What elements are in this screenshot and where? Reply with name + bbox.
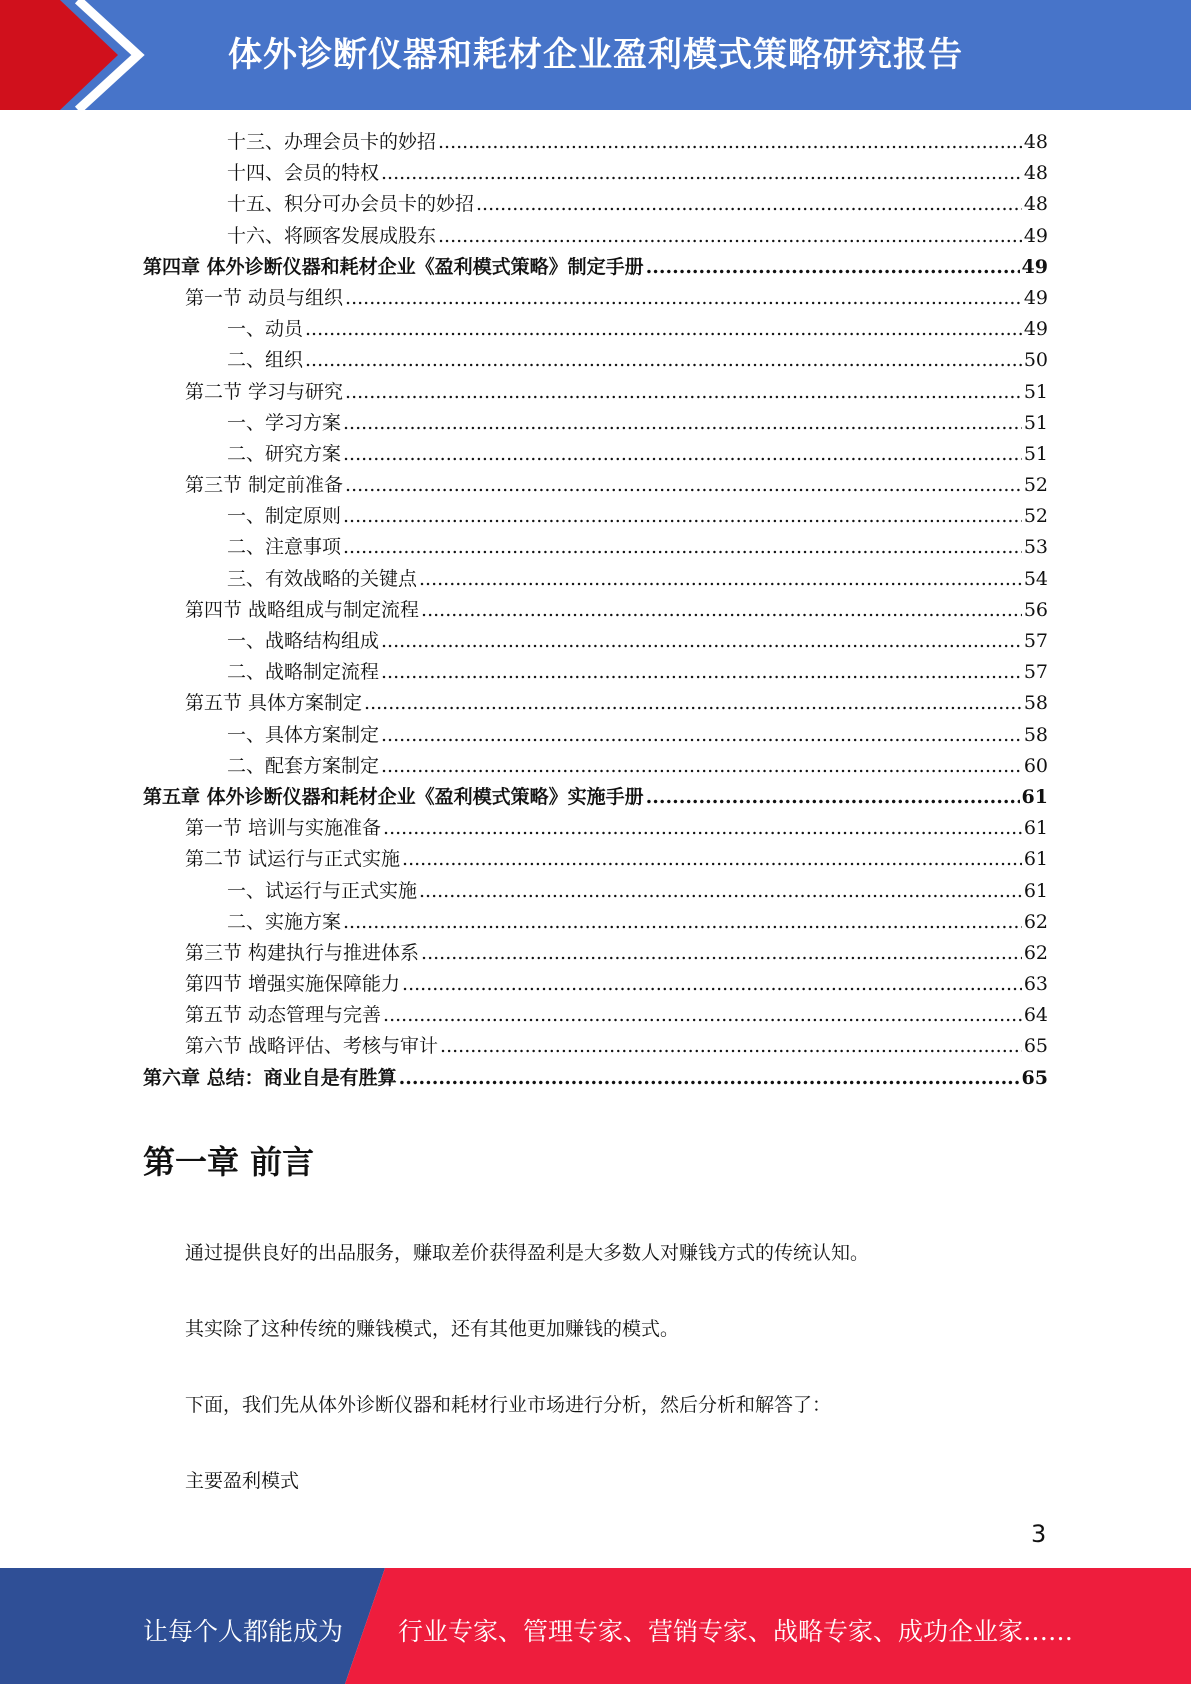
toc-entry-title: 十四、会员的特权 [227, 162, 380, 185]
toc-page-number: 56 [1023, 598, 1048, 621]
toc-page-number: 57 [1023, 630, 1048, 652]
toc-entry[interactable] [143, 907, 1048, 938]
toc-entry-title: 一、学习方案 [227, 411, 342, 434]
toc-entry[interactable] [143, 252, 1048, 283]
toc-page-number: 65 [1023, 1035, 1048, 1058]
toc-leader-dots [381, 751, 1022, 782]
toc-entry-title: 第四节 增强实施保障能力 [185, 973, 401, 996]
toc-leader-dots [419, 876, 1022, 907]
toc-leader-dots [345, 377, 1022, 408]
toc-leader-dots [305, 314, 1022, 345]
footer-slogan: 让每个人都能成为 [143, 1617, 344, 1646]
toc-page-number: 58 [1023, 723, 1048, 746]
toc-leader-dots [345, 283, 1022, 314]
toc-page-number: 49 [1023, 224, 1048, 247]
toc-entry-title: 第三节 制定前准备 [185, 474, 344, 497]
toc-entry[interactable] [143, 532, 1048, 563]
toc-entry[interactable] [143, 720, 1048, 751]
toc-entry-title: 一、试运行与正式实施 [227, 879, 418, 902]
toc-leader-dots [646, 252, 1020, 283]
toc-page-number: 49 [1023, 318, 1048, 341]
toc-entry[interactable] [143, 782, 1048, 813]
toc-leader-dots [381, 720, 1022, 751]
toc-page-number: 61 [1021, 785, 1048, 808]
toc-entry[interactable] [143, 1063, 1048, 1094]
toc-entry[interactable] [143, 751, 1048, 782]
toc-entry[interactable] [143, 626, 1048, 657]
toc-entry-title: 十五、积分可办会员卡的妙招 [227, 193, 475, 216]
toc-entry[interactable] [143, 876, 1048, 907]
toc-entry[interactable] [143, 189, 1048, 220]
toc-leader-dots [419, 564, 1022, 595]
toc-entry-title: 二、组织 [227, 349, 304, 372]
toc-entry[interactable] [143, 969, 1048, 1000]
toc-entry-title: 二、实施方案 [227, 910, 342, 933]
toc-page-number: 63 [1023, 973, 1048, 996]
toc-leader-dots [399, 1063, 1020, 1094]
toc-page-number: 62 [1023, 941, 1048, 964]
toc-leader-dots [364, 688, 1022, 719]
toc-page-number: 50 [1023, 349, 1048, 372]
toc-page-number: 54 [1023, 567, 1048, 590]
toc-entry-title: 一、动员 [227, 318, 304, 341]
toc-entry-title: 一、具体方案制定 [227, 723, 380, 746]
toc-leader-dots [343, 501, 1022, 532]
toc-page-number: 60 [1023, 754, 1048, 777]
toc-entry-title: 二、研究方案 [227, 442, 342, 465]
toc-leader-dots [438, 127, 1022, 158]
toc-entry[interactable] [143, 283, 1048, 314]
toc-entry[interactable] [143, 377, 1048, 408]
toc-page-number: 51 [1023, 411, 1048, 434]
toc-page-number: 64 [1023, 1004, 1048, 1027]
toc-entry-title: 第五节 动态管理与完善 [185, 1004, 382, 1027]
toc-entry-title: 第四章 体外诊断仪器和耗材企业《盈利模式策略》制定手册 [143, 255, 644, 278]
paragraph: 主要盈利模式 [185, 1470, 300, 1492]
toc-page-number: 62 [1023, 910, 1048, 933]
page-header [0, 0, 1191, 110]
toc-leader-dots [383, 1000, 1022, 1031]
toc-leader-dots [438, 221, 1022, 252]
toc-entry-title: 第一节 动员与组织 [185, 286, 344, 309]
toc-entry[interactable] [143, 408, 1048, 439]
page-footer [0, 1568, 1191, 1684]
toc-leader-dots [383, 813, 1022, 844]
toc-entry-title: 一、战略结构组成 [227, 630, 380, 652]
toc-entry[interactable] [143, 813, 1048, 844]
toc-entry[interactable] [143, 127, 1048, 158]
footer-tagline: 行业专家、管理专家、营销专家、战略专家、成功企业家…… [398, 1617, 1074, 1646]
toc-entry[interactable] [143, 501, 1048, 532]
toc-leader-dots [343, 532, 1022, 563]
toc-entry-title: 第五章 体外诊断仪器和耗材企业《盈利模式策略》实施手册 [143, 785, 644, 808]
toc-leader-dots [381, 626, 1022, 657]
toc-page-number: 48 [1023, 131, 1048, 153]
toc-leader-dots [402, 844, 1022, 875]
report-title: 体外诊断仪器和耗材企业盈利模式策略研究报告 [228, 35, 963, 75]
toc-page-number: 49 [1023, 286, 1048, 309]
toc-entry-title: 二、注意事项 [227, 536, 342, 559]
toc-entry[interactable] [143, 470, 1048, 501]
toc-entry[interactable] [143, 314, 1048, 345]
page-number: 3 [1031, 1520, 1047, 1548]
toc-entry-title: 第六节 战略评估、考核与审计 [185, 1035, 439, 1058]
toc-entry[interactable] [143, 221, 1048, 252]
toc-entry[interactable] [143, 1031, 1048, 1062]
toc-leader-dots [343, 439, 1022, 470]
toc-leader-dots [381, 657, 1022, 688]
paragraph: 下面，我们先从体外诊断仪器和耗材行业市场进行分析，然后分析和解答了： [185, 1394, 832, 1416]
toc-entry-title: 第三节 构建执行与推进体系 [185, 941, 420, 964]
toc-entry[interactable] [143, 688, 1048, 719]
toc-entry-title: 二、配套方案制定 [227, 754, 380, 777]
toc-entry[interactable] [143, 595, 1048, 626]
table-of-contents [143, 127, 1048, 1094]
toc-page-number: 65 [1021, 1066, 1048, 1089]
toc-page-number: 48 [1023, 193, 1048, 216]
toc-leader-dots [343, 907, 1022, 938]
toc-page-number: 61 [1023, 848, 1048, 871]
toc-leader-dots [421, 595, 1022, 626]
toc-leader-dots [381, 158, 1022, 189]
toc-leader-dots [646, 782, 1020, 813]
toc-entry-title: 三、有效战略的关键点 [227, 567, 418, 590]
toc-entry-title: 二、战略制定流程 [227, 661, 380, 684]
toc-entry-title: 第五节 具体方案制定 [185, 692, 363, 715]
toc-page-number: 52 [1023, 505, 1048, 528]
toc-entry[interactable] [143, 564, 1048, 595]
toc-entry[interactable] [143, 938, 1048, 969]
toc-leader-dots [345, 470, 1022, 501]
toc-entry[interactable] [143, 844, 1048, 875]
toc-entry-title: 第一节 培训与实施准备 [185, 817, 382, 840]
toc-page-number: 61 [1023, 817, 1048, 840]
toc-page-number: 53 [1023, 536, 1048, 559]
toc-entry-title: 十六、将顾客发展成股东 [227, 224, 437, 247]
toc-leader-dots [305, 345, 1022, 376]
toc-leader-dots [402, 969, 1022, 1000]
toc-leader-dots [421, 938, 1022, 969]
toc-entry-title: 第四节 战略组成与制定流程 [185, 598, 420, 621]
paragraph: 其实除了这种传统的赚钱模式，还有其他更加赚钱的模式。 [185, 1318, 680, 1340]
toc-entry[interactable] [143, 657, 1048, 688]
toc-leader-dots [476, 189, 1022, 220]
toc-page-number: 58 [1023, 692, 1048, 715]
toc-entry-title: 第六章 总结：商业自是有胜算 [143, 1066, 397, 1089]
toc-entry[interactable] [143, 158, 1048, 189]
toc-page-number: 51 [1023, 380, 1048, 403]
toc-entry-title: 一、制定原则 [227, 505, 342, 528]
toc-page-number: 61 [1023, 879, 1048, 902]
toc-entry[interactable] [143, 439, 1048, 470]
toc-entry-title: 十三、办理会员卡的妙招 [227, 131, 437, 153]
toc-entry-title: 第二节 试运行与正式实施 [185, 848, 401, 871]
toc-page-number: 48 [1023, 162, 1048, 185]
toc-page-number: 52 [1023, 474, 1048, 497]
toc-page-number: 49 [1021, 255, 1048, 278]
toc-leader-dots [440, 1031, 1022, 1062]
toc-entry[interactable] [143, 1000, 1048, 1031]
toc-leader-dots [343, 408, 1022, 439]
toc-entry-title: 第二节 学习与研究 [185, 380, 344, 403]
toc-page-number: 51 [1023, 442, 1048, 465]
paragraph: 通过提供良好的出品服务，赚取差价获得盈利是大多数人对赚钱方式的传统认知。 [185, 1242, 870, 1264]
chapter-heading: 第一章 前言 [143, 1143, 315, 1181]
toc-entry[interactable] [143, 345, 1048, 376]
toc-page-number: 57 [1023, 661, 1048, 684]
